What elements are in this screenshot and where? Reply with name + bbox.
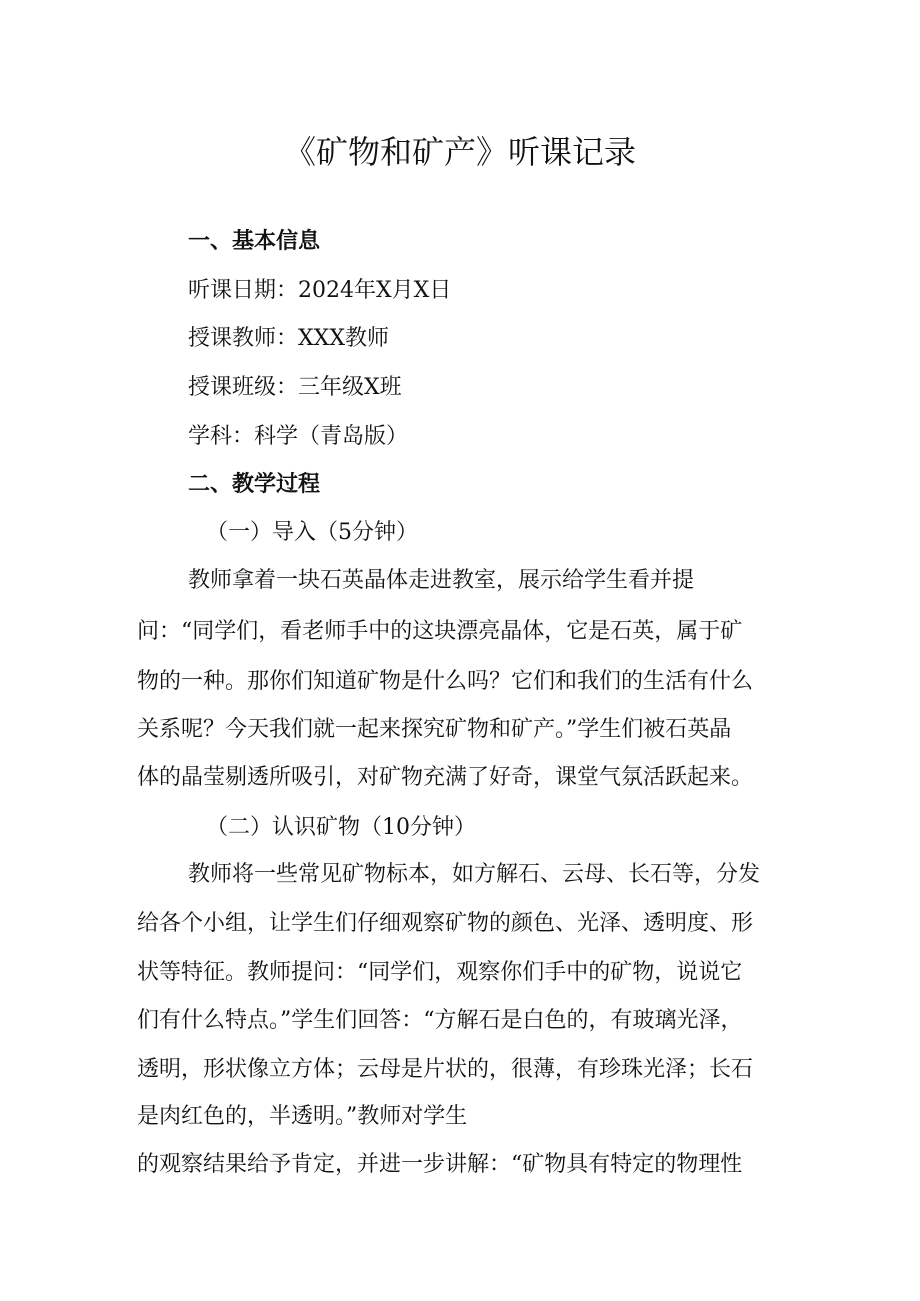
paragraph-line: 状等特征。教师提问：“同学们，观察你们手中的矿物，说说它 [137, 960, 743, 985]
section-heading-teaching-process: 二、教学过程 [188, 472, 321, 497]
subsection-heading-mineral: （二）认识矿物（10分钟） [206, 815, 476, 840]
paragraph-line: 的观察结果给予肯定，并进一步讲解：“矿物具有特定的物理性 [137, 1152, 743, 1177]
paragraph-line: 透明，形状像立方体；云母是片状的，很薄，有珍珠光泽；长石 [137, 1057, 754, 1082]
paragraph-line: 教师将一些常见矿物标本，如方解石、云母、长石等，分发 [188, 862, 761, 887]
info-teacher: 授课教师：XXX教师 [188, 326, 389, 351]
info-subject: 学科：科学（青岛版） [188, 424, 409, 449]
paragraph-line: 物的一种。那你们知道矿物是什么吗？它们和我们的生活有什么 [137, 669, 754, 694]
paragraph-line: 关系呢？今天我们就一起来探究矿物和矿产。”学生们被石英晶 [137, 717, 732, 742]
subsection-heading-intro: （一）导入（5分钟） [206, 520, 418, 545]
document-title: 《矿物和矿产》听课记录 [283, 133, 636, 171]
section-heading-basic-info: 一、基本信息 [188, 229, 321, 254]
paragraph-line: 们有什么特点。”学生们回答：“方解石是白色的，有玻璃光泽， [137, 1008, 743, 1033]
paragraph-line: 问：“同学们，看老师手中的这块漂亮晶体，它是石英，属于矿 [137, 619, 743, 644]
paragraph-line: 体的晶莹剔透所吸引，对矿物充满了好奇，课堂气氛活跃起来。 [137, 765, 754, 790]
paragraph-line: 是肉红色的，半透明。”教师对学生 [137, 1104, 468, 1129]
info-class: 授课班级：三年级X班 [188, 375, 402, 400]
info-date: 听课日期：2024年X月X日 [188, 278, 452, 303]
paragraph-line: 教师拿着一块石英晶体走进教室，展示给学生看并提 [188, 568, 695, 593]
paragraph-line: 给各个小组，让学生们仔细观察矿物的颜色、光泽、透明度、形 [137, 911, 754, 936]
